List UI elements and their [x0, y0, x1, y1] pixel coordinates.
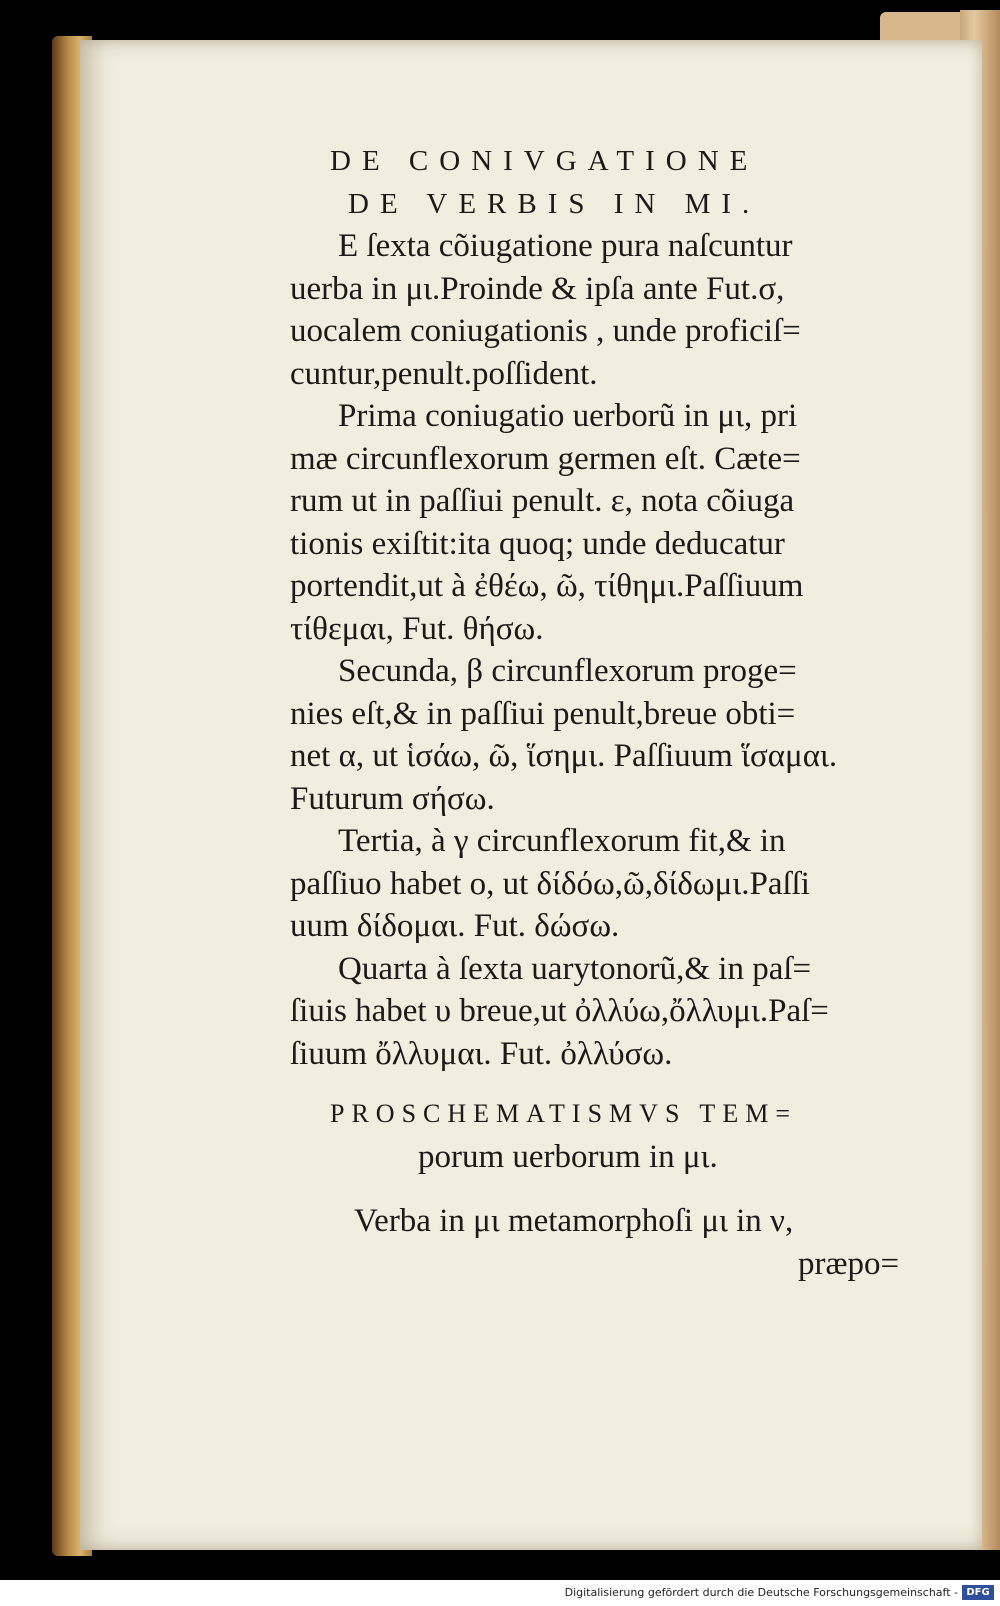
text-line: Secunda, β circunflexorum proge= — [338, 653, 797, 689]
text-line: Futurum σήσω. — [290, 780, 495, 817]
text-line: Prima coniugatio uerborũ in μι, pri — [338, 398, 798, 434]
page-heading: DE CONIVGATIONE — [330, 145, 759, 177]
section-heading: PROSCHEMATISMVS TEM= — [330, 1099, 797, 1128]
text-line: E ſexta cõiugatione pura naſcuntur — [338, 228, 793, 264]
text-line: paſſiuo habet ο, ut δίδόω,ῶ,δίδωμι.Paſſi — [290, 865, 810, 902]
text-line: Quarta à ſexta uarytonorũ,& in paſ= — [338, 950, 812, 987]
text-line: portendit,ut à ἐθέω, ῶ, τίθημι.Paſſiuum — [290, 568, 804, 604]
dfg-logo-icon: DFG — [962, 1585, 994, 1600]
text-line: Verba in μι metamorphoſi μι in ν, — [354, 1203, 794, 1239]
section-heading-continued: porum uerborum in μι. — [418, 1138, 718, 1175]
text-line: ſiuis habet υ breue,ut ὀλλύω,ὄλλυμι.Paſ= — [290, 993, 829, 1029]
footer-credit: Digitalisierung gefördert durch die Deutsche Forschungsgemeinschaft - — [564, 1586, 958, 1599]
text-line: cuntur,penult.poſſident. — [290, 355, 598, 392]
text-line: mæ circunflexorum germen eſt. Cæte= — [290, 440, 801, 477]
text-line: τίθεμαι, Fut. θήσω. — [290, 610, 544, 647]
page-subheading: DE VERBIS IN MI. — [348, 187, 761, 220]
catchword: præpo= — [798, 1245, 900, 1282]
text-line: rum ut in paſſiui penult. ε, nota cõiuga — [290, 483, 795, 519]
page-text — [290, 140, 930, 1285]
text-line: tionis exiſtit:ita quoq; unde deducatur — [290, 525, 785, 562]
text-line: net α, ut ἱσάω, ῶ, ἵσημι. Paſſiuum ἵσαμαι. — [290, 738, 838, 774]
text-line: nies eſt,& in paſſiui penult,breue obti= — [290, 695, 796, 732]
text-line: uerba in μι.Proinde & ipſa ante Fut.σ, — [290, 270, 785, 307]
text-line: uum δίδομαι. Fut. δώσω. — [290, 908, 620, 944]
text-line: Tertia, à γ circunflexorum fit,& in — [338, 823, 786, 859]
text-line: ſiuum ὄλλυμαι. Fut. ὀλλύσω. — [290, 1035, 673, 1072]
footer-bar — [0, 1580, 1000, 1606]
text-line: uocalem coniugationis , unde proficiſ= — [290, 313, 801, 349]
